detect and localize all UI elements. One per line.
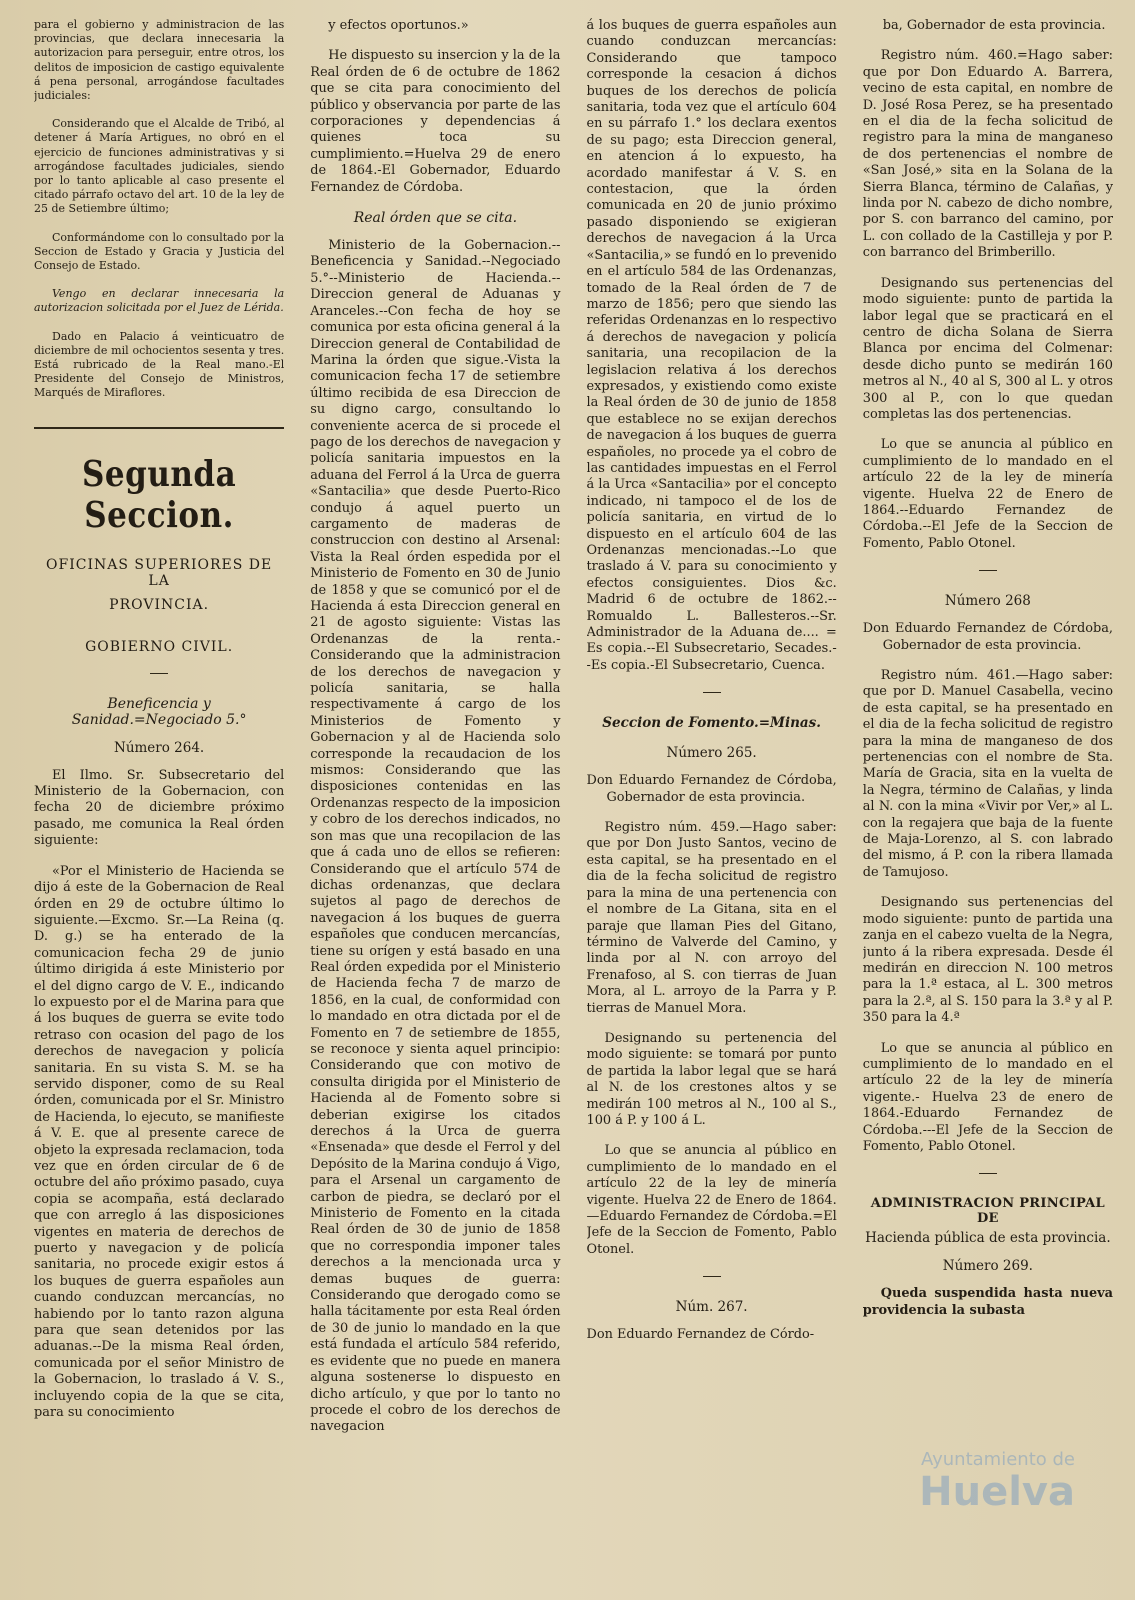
section-heading: Real órden que se cita. <box>353 210 518 227</box>
admin-subheading: Hacienda pública de esta provincia. <box>865 1230 1111 1247</box>
paragraph: para el gobierno y administracion de las provincias, que declara innecesaria la autorizacion para perseguir, entre otros, los delitos de imposicion de castigo equivalente á pena personal, arrogándose facultades judiciales: <box>34 18 285 103</box>
paragraph: Queda suspendida hasta nueva providencia la subasta <box>862 1286 1113 1318</box>
number-heading: Núm. 267. <box>675 1299 748 1316</box>
paragraph: Lo que se anuncia al público en cumplimiento de lo mandado en el artículo 22 de la ley de minería vigente.- Huelva 23 de enero de 1864.-Eduardo Fernandez de Córdoba.---El Jefe de la Seccion de Fomento, Pablo Otonel. <box>862 1040 1113 1154</box>
number-heading: Número 269. <box>942 1258 1033 1275</box>
paragraph: Don Eduardo Fernandez de Córdo- <box>586 1327 815 1343</box>
divider <box>34 427 284 429</box>
short-rule <box>979 570 997 571</box>
paragraph: Registro núm. 459.—Hago saber: que por Don Justo Santos, vecino de esta capital, se ha presentado en el dia de la fecha solicitud de registro para la mina de una pertenencia con el nombre de La Gitana, sita en el paraje que llaman Pies del Gitano, término de Valverde del Camino, y linda por al N. con arroyo del Frenafoso, al S. con tierras de Juan Mora, al L. arroyo de la Parra y P. tierras de Manuel Mora. <box>586 820 837 1016</box>
short-rule <box>979 1173 997 1174</box>
column-3 <box>587 18 837 1590</box>
paragraph: Vengo en declarar innecesaria la autorizacion solicitada por el Juez de Lérida. <box>34 287 285 315</box>
paragraph: Registro núm. 461.—Hago saber: que por D. Manuel Casabella, vecino de esta capital, se ha presentado en el dia de la fecha solicitud de registro para la mina de manganeso de dos pertenencias con el nombre de Sta. María de Gracia, sita en la vuelta de la Negra, término de Calañas, y linda al N. con la mina «Vivir por Ver,» al L. con la regajera que baja de la fuente de Maja-Lorenzo, al S. con labrado del mismo, á P. con la ribera llamada de Tamujoso. <box>862 668 1113 880</box>
department-heading: Beneficencia y Sanidad.=Negociado 5.° <box>71 695 247 728</box>
short-rule <box>150 673 168 674</box>
gov-heading: GOBIERNO CIVIL. <box>85 638 234 655</box>
admin-heading: ADMINISTRACION PRINCIPAL DE <box>870 1196 1105 1227</box>
number-heading: Número 265. <box>666 745 757 762</box>
paragraph: He dispuesto su insercion y la de la Real órden de 6 de octubre de 1862 que se cita para conocimiento del público y observancia por parte de las corporaciones y dependencias á quienes toca su cumplimiento.=Huelva 29 de enero de 1864.-El Gobernador, Eduardo Fernandez de Córdoba. <box>310 48 561 195</box>
offices-heading: OFICINAS SUPERIORES DE LA <box>46 556 273 589</box>
column-1 <box>34 18 284 1590</box>
paragraph: ba, Gobernador de esta provincia. <box>882 18 1106 33</box>
paragraph: Designando sus pertenencias del modo siguiente: punto de partida una zanja en el cabezo vuelta de la Negra, junto á la ribera expresada. Desde él medirán en direccion N. 100 metros para la 1.ª estaca, al L. 300 metros para la 2.ª, al S. 150 para la 3.ª y al P. 350 para la 4.ª <box>862 895 1113 1026</box>
section-heading: Seccion de Fomento.=Minas. <box>602 715 821 732</box>
paragraph: Designando sus pertenencias del modo siguiente: punto de partida la labor legal que se practicará en el centro de dicha Solana de Sierra Blanca por encima del Colmenar: desde dicho punto se medirán 160 metros al N., 40 al S, 300 al L. y otros 300 al P., con lo que quedan completas las dos pertenencias. <box>862 275 1113 422</box>
short-rule <box>703 692 721 693</box>
section-title: Segunda Seccion. <box>82 453 237 537</box>
paragraph: Considerando que el Alcalde de Tribó, al detener á María Artigues, no obró en el ejercicio de funciones administrativas y si arrogándose facultades judiciales, siendo por lo tanto aplicable al caso presente el citado párrafo octavo del art. 10 de la ley de 25 de Setiembre último; <box>34 117 285 216</box>
watermark-line: Huelva <box>919 1469 1075 1515</box>
paragraph: El Ilmo. Sr. Subsecretario del Ministerio de la Gobernacion, con fecha 20 de diciembre próximo pasado, me comunica la Real órden siguiente: <box>34 767 285 849</box>
paragraph: Ministerio de la Gobernacion.--Beneficencia y Sanidad.--Negociado 5.°--Ministerio de Hacienda.--Direccion general de Aduanas y Aranceles.--Con fecha de hoy se comunica por esta oficina general á la Direccion general de Contabilidad de Marina la órden que sigue.-Vista la comunicacion fecha 17 de setiembre último recibida de esa Direccion de su digno cargo, consultando lo conveniente acerca de si procede el pago de los derechos de navegacion y policía sanitaria impuestos en la aduana del Ferrol á la Urca de guerra «Santacilia» que desde Puerto-Rico condujo á aquel puerto un cargamento de maderas de construccion con destino al Arsenal: Vista la Real órden espedida por el Ministerio de Fomento en 30 de Junio de 1858 y que se comunicó por el de Hacienda á esta Direccion general en 21 de agosto siguiente: Vistas las Ordenanzas de la renta.-Considerando que la administracion de los derechos de navegacion y policía sanitaria, se halla respectivamente á cargo de los Ministerios de Fomento y Gobernacion y al de Hacienda solo corresponde la recaudacion de los mismos: Considerando que las disposiciones contenidas en las Ordenanzas respecto de la imposicion y cobro de los derechos indicados, no son mas que una recopilacion de las que á cada uno de ellos se refieren: Considerando que el artículo 574 de dichas ordenanzas, que declara sujetos al pago de derechos de navegacion á los buques de guerra españoles que conducen mercancías, tiene su orígen y está basado en una Real órden expedida por el Ministerio de Hacienda fecha 7 de marzo de 1856, en la cual, de conformidad con lo mandado en otra dictada por el de Fomento en 7 de setiembre de 1855, se reconoce y sienta aquel principio: Considerando que con motivo de consulta dirigida por el Ministerio de Hacienda al de Fomento sobre si deberian exigirse los citados derechos á la Urca de guerra «Ensenada» que desde el Ferrol y del Depósito de la Marina condujo á Vigo, para el Arsenal un cargamento de carbon de piedra, se declaró por el Ministerio de Fomento en la citada Real órden de 30 de junio de 1858 que no correspondia imponer tales derechos a la mencionada urca y demas buques de guerra: Considerando que derogado como se halla tácitamente por esta Real órden de 30 de junio lo mandado en la que está fundada el artículo 584 referido, es evidente que no puede en manera alguna sostenerse lo dispuesto en dicho artículo, y que por lo tanto no procede el cobro de los derechos de navegacion <box>310 238 561 1435</box>
watermark-line: Ayuntamiento de <box>921 1449 1075 1470</box>
paragraph: Don Eduardo Fernandez de Córdoba, Gobernador de esta provincia. <box>586 773 837 805</box>
paragraph: Lo que se anuncia al público en cumplimiento de lo mandado en el artículo 22 de la ley de minería vigente. Huelva 22 de Enero de 1864.—Eduardo Fernandez de Córdoba.=El Jefe de la Seccion de Fomento, Pablo Otonel. <box>586 1143 837 1257</box>
offices-heading-2: PROVINCIA. <box>109 596 210 613</box>
paragraph: Designando su pertenencia del modo siguiente: se tomará por punto de partida la labor legal que se hará al N. de los crestones altos y se medirán 100 metros al N., 100 al S., 100 á P. y 100 á L. <box>586 1030 837 1128</box>
paragraph: Don Eduardo Fernandez de Córdoba, Gobernador de esta provincia. <box>862 621 1113 653</box>
paragraph: Dado en Palacio á veinticuatro de diciembre de mil ochocientos sesenta y tres. Está rubricado de la Real mano.-El Presidente del Consejo de Ministros, Marqués de Miraflores. <box>34 329 285 400</box>
paragraph: Conformándome con lo consultado por la Seccion de Estado y Gracia y Justicia del Consejo de Estado. <box>34 230 285 273</box>
number-heading: Número 264. <box>114 739 205 756</box>
column-2 <box>310 18 560 1590</box>
column-4 <box>863 18 1113 1590</box>
paragraph: y efectos oportunos.» <box>328 18 469 33</box>
paragraph: Lo que se anuncia al público en cumplimiento de lo mandado en el artículo 22 de la ley de minería vigente. Huelva 22 de Enero de 1864.--Eduardo Fernandez de Córdoba.--El Jefe de la Seccion de Fomento, Pablo Otonel. <box>862 437 1113 551</box>
paragraph: á los buques de guerra españoles aun cuando conduzcan mercancías: Considerando que tampoco corresponde la cesacion á dichos buques de los derechos de policía sanitaria, toda vez que el artículo 604 en su párrafo 1.° los declara exentos de su pago; esta Direccion general, en atencion á lo expuesto, ha acordado manifestar á V. S. en contestacion, que la órden comunicada en 20 de junio próximo pasado disponiendo se exigieran derechos de navegacion á la Urca «Santacilia,» se fundó en lo prevenido en el artículo 584 de las Ordenanzas, tomado de la Real órden de 7 de marzo de 1856; pero que siendo las referidas Ordenanzas en lo respectivo á derechos de navegacion y policía sanitaria, una recopilacion de la legislacion relativa á los derechos expresados, y existiendo como existe la Real órden de 30 de junio de 1858 que establece no se exijan derechos de navegacion á los buques de guerra españoles, no procede ya el cobro de las cantidades impuestas en el Ferrol á la Urca «Santacilia» por el concepto indicado, ni tampoco el de los de policía sanitaria, en virtud de lo dispuesto en el artículo 604 de las Ordenanzas mencionadas.--Lo que traslado á V. para su conocimiento y efectos consiguientes. Dios &c. Madrid 6 de octubre de 1862.--Romualdo L. Ballesteros.--Sr. Administrador de la Aduana de.... = Es copia.--El Subsecretario, Secades.--Es copia.-El Subsecretario, Cuenca. <box>586 18 837 673</box>
number-heading: Número 268 <box>944 593 1031 610</box>
short-rule <box>703 1276 721 1277</box>
paragraph: Registro núm. 460.=Hago saber: que por Don Eduardo A. Barrera, vecino de esta capital, en nombre de D. José Rosa Perez, se ha presentado en el dia de la fecha solicitud de registro para la mina de manganeso de dos pertenencias el nombre de «San José,» sita en la Solana de la Sierra Blanca, término de Calañas, y linda por N. cabezo de dicho nombre, por S. con barranco del camino, por L. con collado de la Castilleja y por P. con barranco del Brimberillo. <box>862 48 1113 261</box>
paragraph: «Por el Ministerio de Hacienda se dijo á este de la Gobernacion de Real órden en 29 de octubre último lo siguiente.—Excmo. Sr.—La Reina (q. D. g.) se ha enterado de la comunicacion fecha 29 de junio último dirigida á este Ministerio por el del digno cargo de V. E., indicando lo expuesto por el de Marina para que á los buques de guerra se evite todo retraso con ocasion del pago de los derechos de navegacion y policía sanitaria. En su vista S. M. se ha servido disponer, como de su Real órden, comunicada por el Sr. Ministro de Hacienda, lo ejecuto, se manifieste á V. E. que al presente carece de objeto la expresada reclamacion, toda vez que en órden circular de 6 de octubre del año próximo pasado, cuya copia se acompaña, está declarado que con arreglo á las disposiciones vigentes en materia de derechos de puerto y navegacion y de policía sanitaria, no procede exigir estos á los buques de guerra españoles aun cuando conduzcan mercancías, no habiendo por lo tanto razon alguna para que sean detenidos por las aduanas.--De la misma Real órden, comunicada por el señor Ministro de la Gobernacion, lo traslado á V. S., incluyendo copia de la que se cita, para su conocimiento <box>34 863 285 1421</box>
